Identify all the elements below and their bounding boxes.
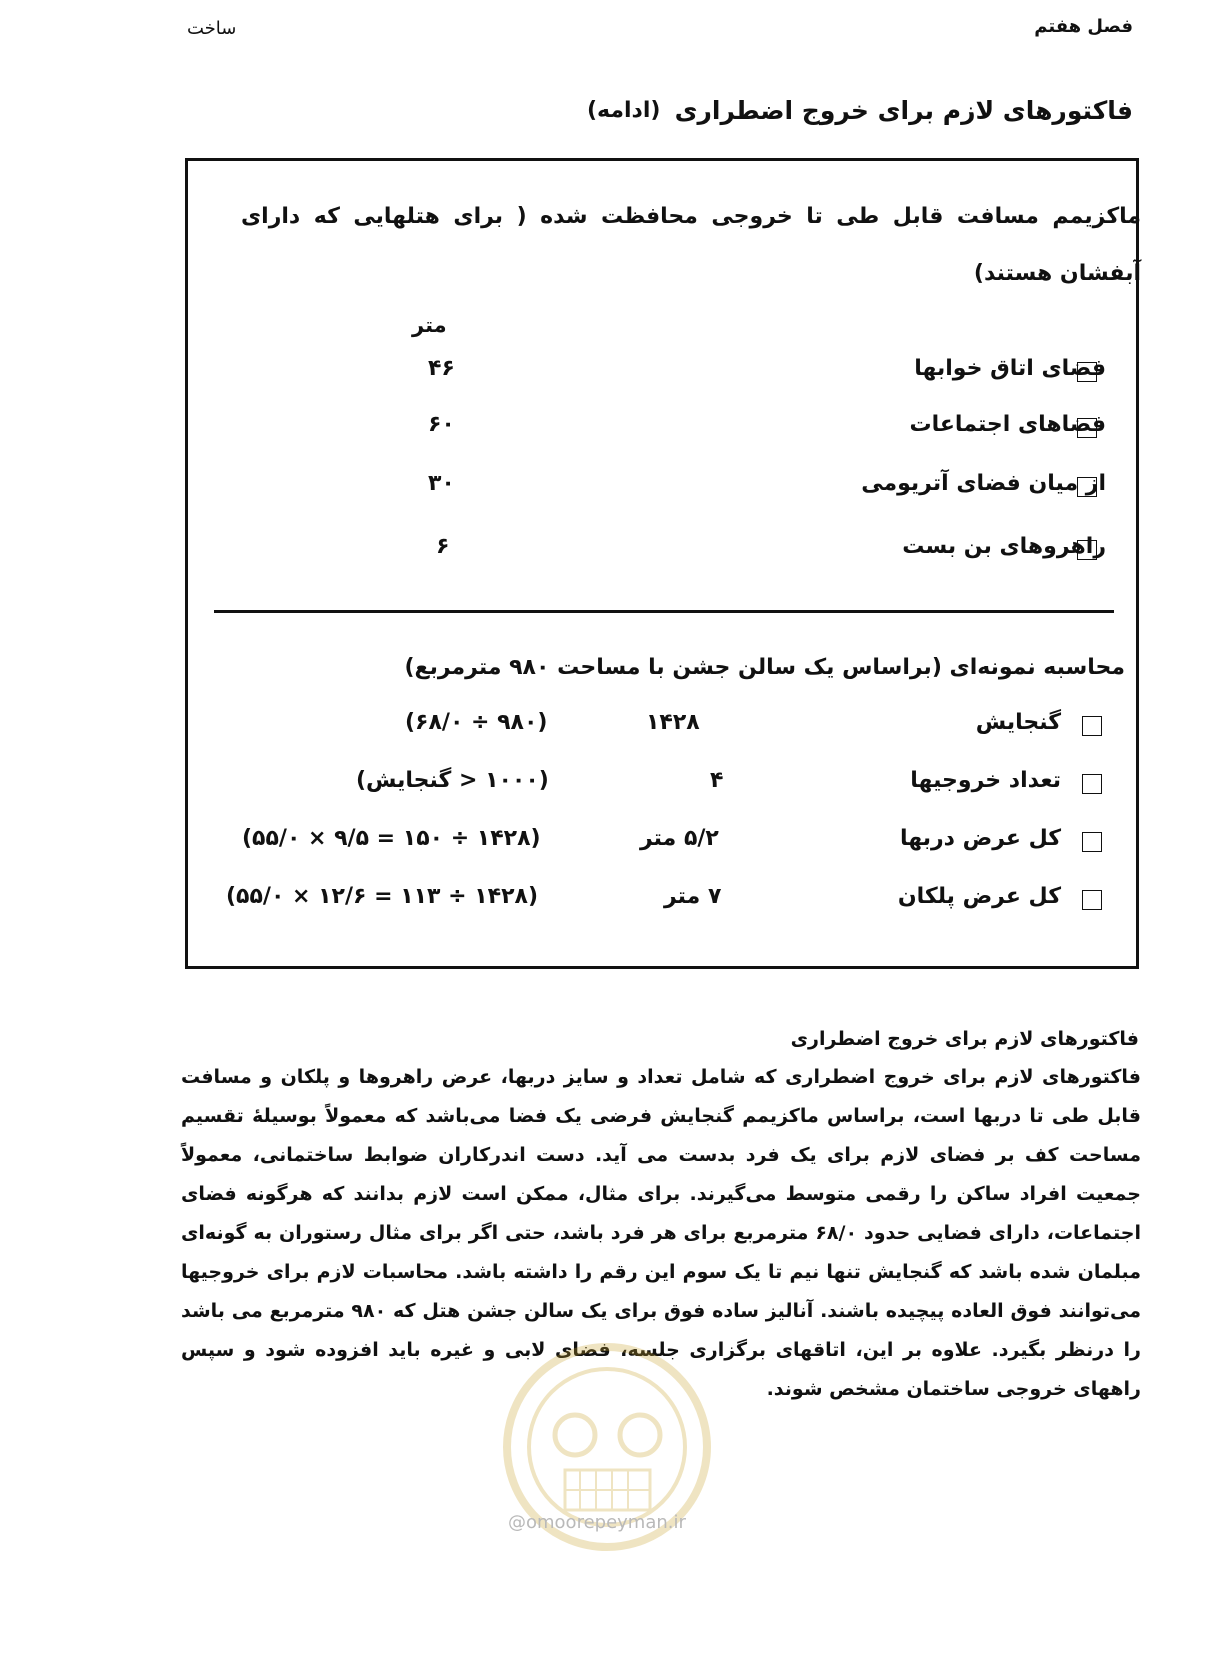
watermark-url: @omoorepeyman.ir bbox=[508, 1512, 686, 1533]
calc-row-formula: (۱۰۰۰ < گنجایش) bbox=[356, 768, 549, 793]
calc-row-value: ۵/۲ متر bbox=[640, 826, 719, 851]
calc-row-value: ۴ bbox=[710, 768, 724, 793]
running-header-chapter: فصل هفتم bbox=[1034, 16, 1133, 37]
calc-row-label: گنجایش bbox=[975, 710, 1061, 735]
distance-item-label: راهروهای بن بست bbox=[902, 534, 1106, 559]
calc-row-formula: (۵۵/۰ × ۹/۵ = ۱۵۰ ÷ ۱۴۲۸) bbox=[242, 826, 541, 851]
distance-item-value: ۶۰ bbox=[428, 412, 455, 437]
distance-item-value: ۴۶ bbox=[428, 356, 455, 381]
distance-item-label: فضای اتاق خوابها bbox=[914, 356, 1106, 381]
max-distance-intro: ماکزیمم مسافت قابل طی تا خروجی محافظت شده ( برای هتلهایی که دارای آبفشان هستند) bbox=[241, 204, 1141, 286]
distance-item-value: ۳۰ bbox=[428, 471, 455, 496]
calc-row-value: ۱۴۲۸ bbox=[646, 710, 700, 735]
section-divider bbox=[214, 610, 1114, 613]
section-heading: فاکتورهای لازم برای خروج اضطراری bbox=[790, 1028, 1139, 1050]
calc-row-label: کل عرض پلکان bbox=[897, 884, 1061, 909]
checkbox-icon bbox=[1082, 890, 1102, 910]
calc-row-formula: (۶۸/۰ ÷ ۹۸۰) bbox=[405, 710, 548, 735]
checkbox-icon bbox=[1082, 774, 1102, 794]
unit-label: متر bbox=[412, 313, 447, 337]
calc-row-label: کل عرض دربها bbox=[899, 826, 1061, 851]
checkbox-icon bbox=[1082, 716, 1102, 736]
calc-row-value: ۷ متر bbox=[664, 884, 722, 909]
distance-item-label: فضاهای اجتماعات bbox=[909, 412, 1106, 437]
calc-row-label: تعداد خروجیها bbox=[910, 768, 1061, 793]
title-continued-note: (ادامه) bbox=[587, 98, 661, 123]
page-title: فاکتورهای لازم برای خروج اضطراری bbox=[674, 96, 1133, 125]
sample-calc-title: محاسبه نمونه‌ای (براساس یک سالن جشن با مساحت ۹۸۰ مترمربع) bbox=[404, 655, 1125, 680]
checkbox-icon bbox=[1082, 832, 1102, 852]
running-header-section: ساخت bbox=[187, 18, 237, 39]
body-paragraph: فاکتورهای لازم برای خروج اضطراری که شامل تعداد و سایز دربها، عرض راهروها و پلکان و مسافت قابل طی تا دربها است، براساس ماکزیمم گنجایش فرضی یک فضا می‌باشد که معمولاً بوسیلهٔ تقسیم مساحت کف بر فضای لازم برای یک فرد بدست می آید. دست اندرکاران ضوابط ساختمانی، معمولاً جمعیت افراد ساکن را رقمی متوسط می‌گیرند. برای مثال، ممکن است لازم بدانند که هرگونه فضای اجتماعات، دارای فضایی حدود ۶۸/۰ مترمربع برای هر فرد باشد، حتی اگر برای مثال رستوران به گونه‌ای مبلمان شده باشد که گنجایش تنها نیم تا یک سوم این رقم را داشته باشد. محاسبات لازم برای خروجیها می‌توانند فوق العاده پیچیده باشند. آنالیز ساده فوق برای یک سالن جشن هتل که ۹۸۰ مترمربع می باشد را درنظر بگیرد. علاوه بر این، اتاقهای برگزاری جلسه، فضای لابی و غیره باید افزوده شود و سپس راههای خروجی ساختمان مشخص شوند. bbox=[181, 1066, 1142, 1400]
distance-item-label: از میان فضای آتریومی bbox=[861, 471, 1106, 496]
distance-item-value: ۶ bbox=[436, 534, 450, 559]
calc-row-formula: (۵۵/۰ × ۱۲/۶ = ۱۱۳ ÷ ۱۴۲۸) bbox=[226, 884, 538, 909]
